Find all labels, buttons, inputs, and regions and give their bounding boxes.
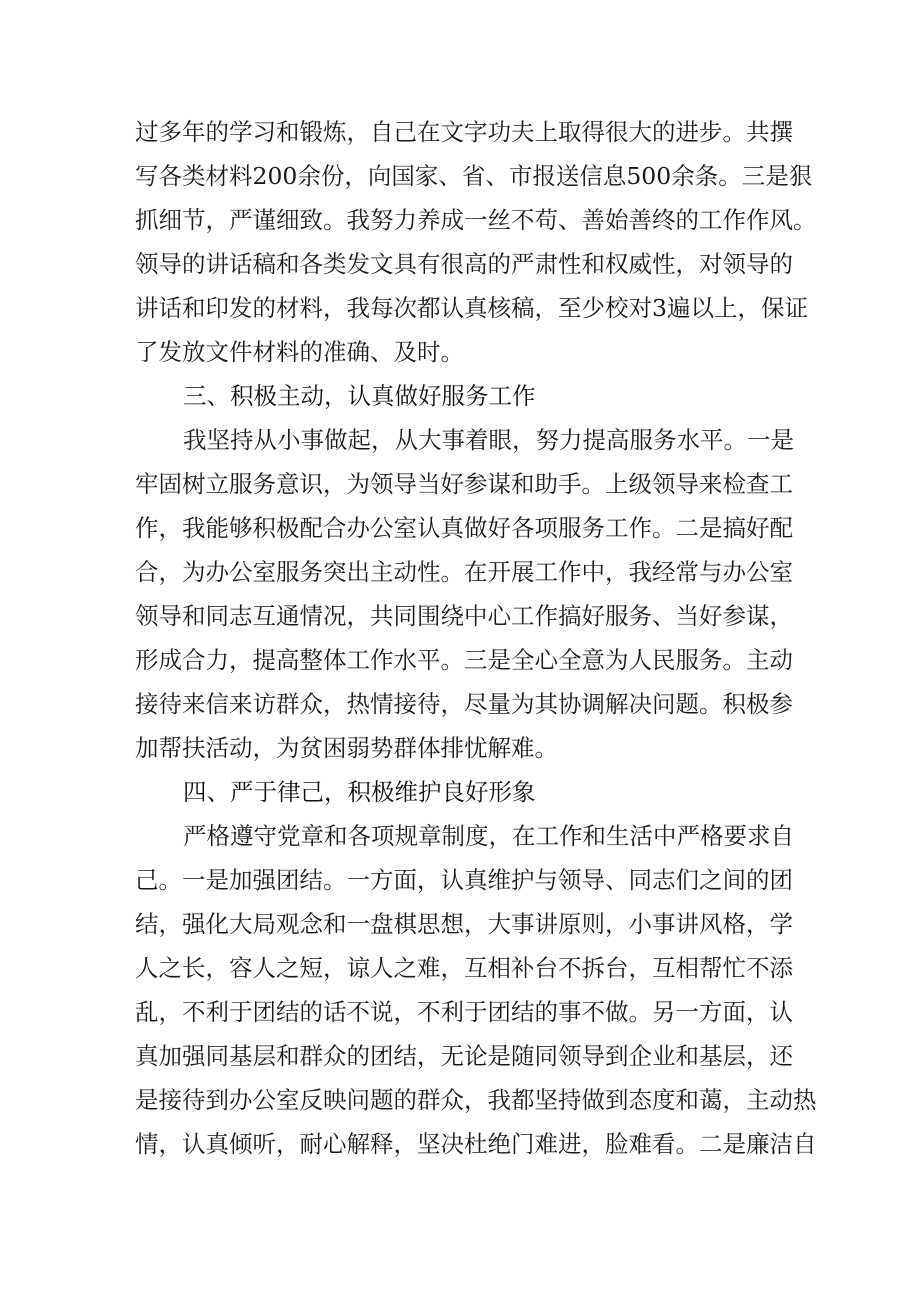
paragraph-line: 严格遵守党章和各项规章制度，在工作和生活中严格要求自 xyxy=(183,822,794,850)
paragraph-line: 讲话和印发的材料，我每次都认真核稿，至少校对3遍以上，保证 xyxy=(135,294,808,322)
paragraph-line: 牢固树立服务意识，为领导当好参谋和助手。上级领导来检查工 xyxy=(135,470,793,498)
paragraph-line: 合，为办公室服务突出主动性。在开展工作中，我经常与办公室 xyxy=(135,558,793,586)
paragraph-line: 人之长，容人之短，谅人之难，互相补台不拆台，互相帮忙不添 xyxy=(135,954,793,982)
paragraph-line: 我坚持从小事做起，从大事着眼，努力提高服务水平。一是 xyxy=(183,426,794,454)
paragraph-line: 作，我能够积极配合办公室认真做好各项服务工作。二是搞好配 xyxy=(135,514,793,542)
paragraph-line: 领导和同志互通情况，共同围绕中心工作搞好服务、当好参谋， xyxy=(135,602,793,630)
paragraph-line: 了发放文件材料的准确、及时。 xyxy=(135,338,464,366)
paragraph-line: 情，认真倾听，耐心解释，坚决杜绝门难进，脸难看。二是廉洁自 xyxy=(135,1130,817,1158)
paragraph-line: 抓细节，严谨细致。我努力养成一丝不苟、善始善终的工作作风。 xyxy=(135,206,817,234)
section-heading-3: 三、积极主动，认真做好服务工作 xyxy=(183,382,536,410)
paragraph-line: 接待来信来访群众，热情接待，尽量为其协调解决问题。积极参 xyxy=(135,690,793,718)
paragraph-line: 己。一是加强团结。一方面，认真维护与领导、同志们之间的团 xyxy=(135,866,793,894)
paragraph-line: 加帮扶活动，为贫困弱势群体排忧解难。 xyxy=(135,734,558,762)
paragraph-line: 真加强同基层和群众的团结，无论是随同领导到企业和基层，还 xyxy=(135,1042,793,1070)
section-heading-4: 四、严于律己，积极维护良好形象 xyxy=(183,778,536,806)
paragraph-line: 是接待到办公室反映问题的群众，我都坚持做到态度和蔼，主动热 xyxy=(135,1086,817,1114)
paragraph-line: 写各类材料200余份，向国家、省、市报送信息500余条。三是狠 xyxy=(135,162,813,190)
paragraph-line: 形成合力，提高整体工作水平。三是全心全意为人民服务。主动 xyxy=(135,646,793,674)
paragraph-line: 领导的讲话稿和各类发文具有很高的严肃性和权威性，对领导的 xyxy=(135,250,793,278)
paragraph-line: 结，强化大局观念和一盘棋思想，大事讲原则，小事讲风格，学 xyxy=(135,910,793,938)
paragraph-line: 乱，不利于团结的话不说，不利于团结的事不做。另一方面，认 xyxy=(135,998,793,1026)
paragraph-line: 过多年的学习和锻炼，自己在文字功夫上取得很大的进步。共撰 xyxy=(135,118,793,146)
